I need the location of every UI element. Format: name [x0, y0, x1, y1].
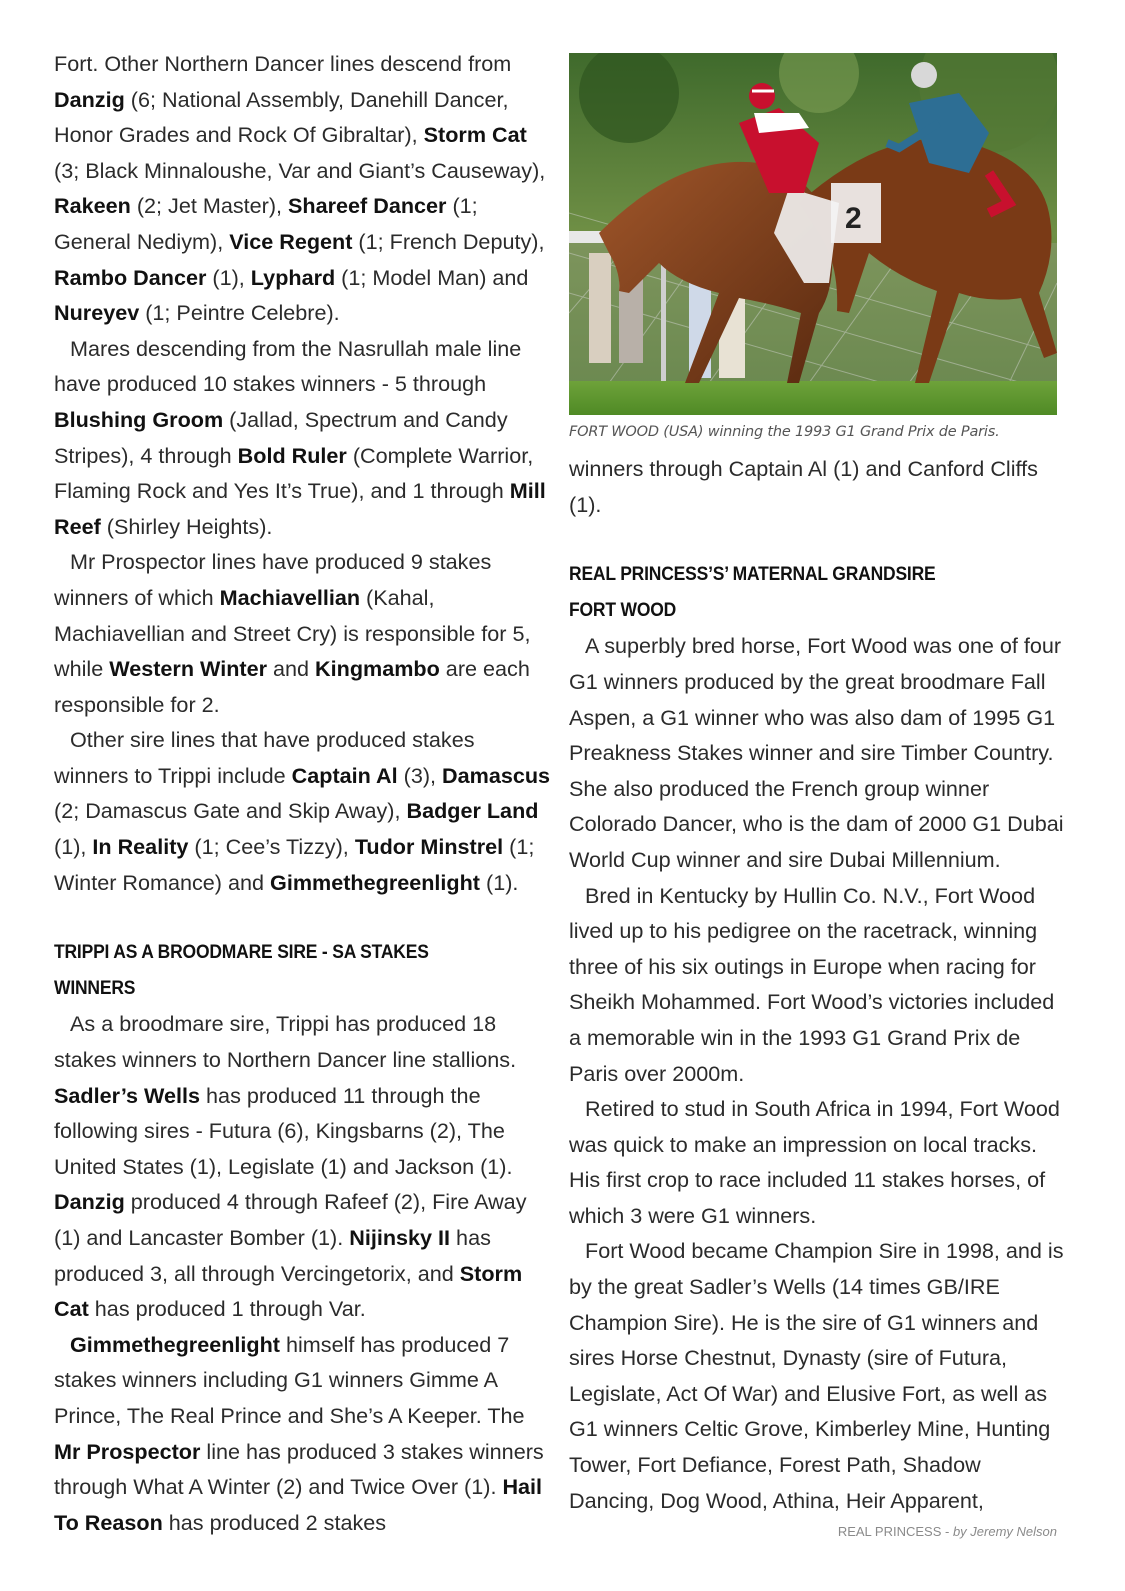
- right-column: [569, 451, 1069, 1518]
- body-paragraph: [569, 1233, 1069, 1518]
- text-run: (6; National Assembly, Danehill Dancer, Honor Grades and Rock Of Gibraltar),: [54, 86, 509, 148]
- body-paragraph: [569, 1091, 1069, 1233]
- text-run: has produced 2 stakes: [162, 1509, 387, 1535]
- footer-byline: by Jeremy Nelson: [952, 1524, 1057, 1539]
- body-paragraph: [54, 544, 554, 722]
- bold-name: Lyphard: [250, 264, 336, 290]
- text-run: (2; Damascus Gate and Skip Away),: [54, 798, 407, 824]
- body-paragraph: [569, 878, 1069, 1092]
- bold-name: Storm Cat: [423, 122, 527, 148]
- text-run: has produced 3, all through Vercingetorix, and: [54, 1225, 491, 1286]
- body-paragraph: [54, 722, 554, 900]
- body-paragraph: [569, 628, 1069, 877]
- bold-name: Western Winter: [109, 656, 268, 682]
- footer-separator: -: [941, 1524, 953, 1539]
- left-column: [54, 46, 554, 1540]
- bold-name: Machiavellian: [219, 584, 361, 610]
- bold-name: Sadler’s Wells: [54, 1082, 201, 1108]
- bold-name: Kingmambo: [315, 656, 440, 682]
- text-run: (3),: [397, 762, 443, 788]
- section-heading: TRIPPI AS A BROODMARE SIRE - SA STAKES WINNERS: [54, 942, 429, 999]
- text-run: (1; Peintre Celebre).: [139, 300, 340, 326]
- bold-name: Hail To Reason: [54, 1474, 543, 1535]
- text-run: Other sire lines that have produced stakes winners to Trippi include: [54, 727, 475, 788]
- body-paragraph: [54, 46, 554, 331]
- bold-name: Badger Land: [406, 798, 539, 824]
- text-run: Fort Wood became Champion Sire in 1998, and is by the great Sadler’s Wells (14 times GB/IRE Champion Sire). He is the sire of G1 winners and sires Horse Chestnut, Dynasty (sire of Futura, Legislate, Act Of War) and Elusive Fort, as well as G1 winners Celtic Grove, Kimberley Mine, Hunting Tower, Fort Defiance, Forest Path, Shadow Dancing, Dog Wood, Athina, Heir Apparent,: [569, 1238, 1064, 1513]
- text-run: (3; Black Minnaloushe, Var and Giant’s Causeway),: [54, 157, 546, 183]
- text-run: Bred in Kentucky by Hullin Co. N.V., Fort Wood lived up to his pedigree on the racetrack, winning three of his six outings in Europe when racing for Sheikh Mohammed. Fort Wood’s victories included a memorable win in the 1993 G1 Grand Prix de Paris over 2000m.: [569, 882, 1055, 1086]
- bold-name: Mr Prospector: [54, 1438, 201, 1464]
- bold-name: Tudor Minstrel: [354, 834, 504, 860]
- bold-name: Rakeen: [54, 193, 131, 219]
- text-run: himself has produced 7 stakes winners including G1 winners Gimme A Prince, The Real Prince and She’s A Keeper. The: [54, 1331, 525, 1428]
- text-run: A superbly bred horse, Fort Wood was one of four G1 winners produced by the great broodmare Fall Aspen, a G1 winner who was also dam of 1995 G1 Preakness Stakes winner and sire Timber Country. She also produced the French group winner Colorado Dancer, who is the dam of 2000 G1 Dubai World Cup winner and sire Dubai Millennium.: [569, 633, 1064, 872]
- text-run: Mares descending from the Nasrullah male line have produced 10 stakes winners - 5 through: [54, 335, 522, 397]
- page-footer: [838, 1524, 1057, 1539]
- text-run: and: [267, 656, 316, 682]
- bold-name: Rambo Dancer: [54, 264, 207, 290]
- svg-text:2: 2: [845, 202, 862, 235]
- bold-name: In Reality: [92, 834, 189, 860]
- text-run: (1),: [54, 834, 93, 860]
- section-heading: REAL PRINCESS’S’ MATERNAL GRANDSIRE: [569, 564, 936, 586]
- text-run: As a broodmare sire, Trippi has produced 18 stakes winners to Northern Dancer line stallions.: [54, 1011, 517, 1073]
- bold-name: Vice Regent: [229, 228, 353, 254]
- body-paragraph: [54, 1327, 554, 1541]
- text-run: (1; French Deputy),: [352, 228, 545, 254]
- bold-name: Nureyev: [54, 300, 140, 326]
- photo-caption: FORT WOOD (USA) winning the 1993 G1 Grand Prix de Paris.: [569, 424, 1000, 440]
- bold-name: Danzig: [54, 1189, 125, 1215]
- bold-name: Gimmethegreenlight: [70, 1331, 280, 1357]
- text-run: (1).: [480, 869, 519, 895]
- text-run: (2; Jet Master),: [130, 193, 289, 219]
- bold-name: Nijinsky II: [349, 1225, 451, 1250]
- text-run: (1; Model Man) and: [335, 264, 529, 290]
- text-run: (1; Cee’s Tizzy),: [188, 834, 355, 860]
- text-run: produced 4 through Rafeef (2), Fire Away (1) and Lancaster Bomber (1).: [54, 1189, 527, 1250]
- text-run: (Jallad, Spectrum and Candy Stripes), 4 through: [54, 406, 508, 468]
- body-paragraph: [569, 451, 1069, 522]
- body-paragraph: [54, 1006, 554, 1326]
- text-run: has produced 11 through the following sires - Futura (6), Kingsbarns (2), The United States (1), Legislate (1) and Jackson (1).: [54, 1082, 513, 1179]
- text-run: (Shirley Heights).: [100, 513, 273, 539]
- bold-name: Shareef Dancer: [288, 193, 447, 219]
- bold-name: Bold Ruler: [237, 442, 347, 468]
- text-run: winners through Captain Al (1) and Canford Cliffs (1).: [569, 456, 1038, 517]
- bold-name: Danzig: [54, 86, 125, 112]
- footer-title: REAL PRINCESS: [837, 1524, 942, 1539]
- bold-name: Gimmethegreenlight: [270, 869, 481, 895]
- body-paragraph: [54, 331, 554, 545]
- bold-name: Storm Cat: [54, 1260, 523, 1322]
- text-run: line has produced 3 stakes winners through What A Winter (2) and Twice Over (1).: [54, 1438, 544, 1500]
- text-run: (Kahal, Machiavellian and Street Cry) is responsible for 5, while: [54, 584, 531, 682]
- text-run: Fort. Other Northern Dancer lines descend from: [54, 51, 512, 76]
- text-run: (Complete Warrior, Flaming Rock and Yes It’s True), and 1 through: [54, 442, 534, 504]
- bold-name: Blushing Groom: [54, 406, 224, 432]
- text-run: Retired to stud in South Africa in 1994, Fort Wood was quick to make an impression on local tracks. His first crop to race included 11 stakes horses, of which 3 were G1 winners.: [569, 1096, 1060, 1228]
- text-run: Mr Prospector lines have produced 9 stakes winners of which: [54, 549, 492, 610]
- section-subheading: FORT WOOD: [569, 599, 677, 621]
- race-photo: [569, 53, 1057, 415]
- text-run: (1),: [206, 264, 251, 290]
- text-run: are each responsible for 2.: [54, 656, 530, 717]
- bold-name: Captain Al: [291, 762, 398, 788]
- text-run: (1; Winter Romance) and: [54, 834, 535, 895]
- bold-name: Mill Reef: [54, 478, 546, 539]
- text-run: (1; General Nediym),: [54, 193, 478, 254]
- bold-name: Damascus: [442, 762, 551, 788]
- text-run: has produced 1 through Var.: [88, 1296, 366, 1322]
